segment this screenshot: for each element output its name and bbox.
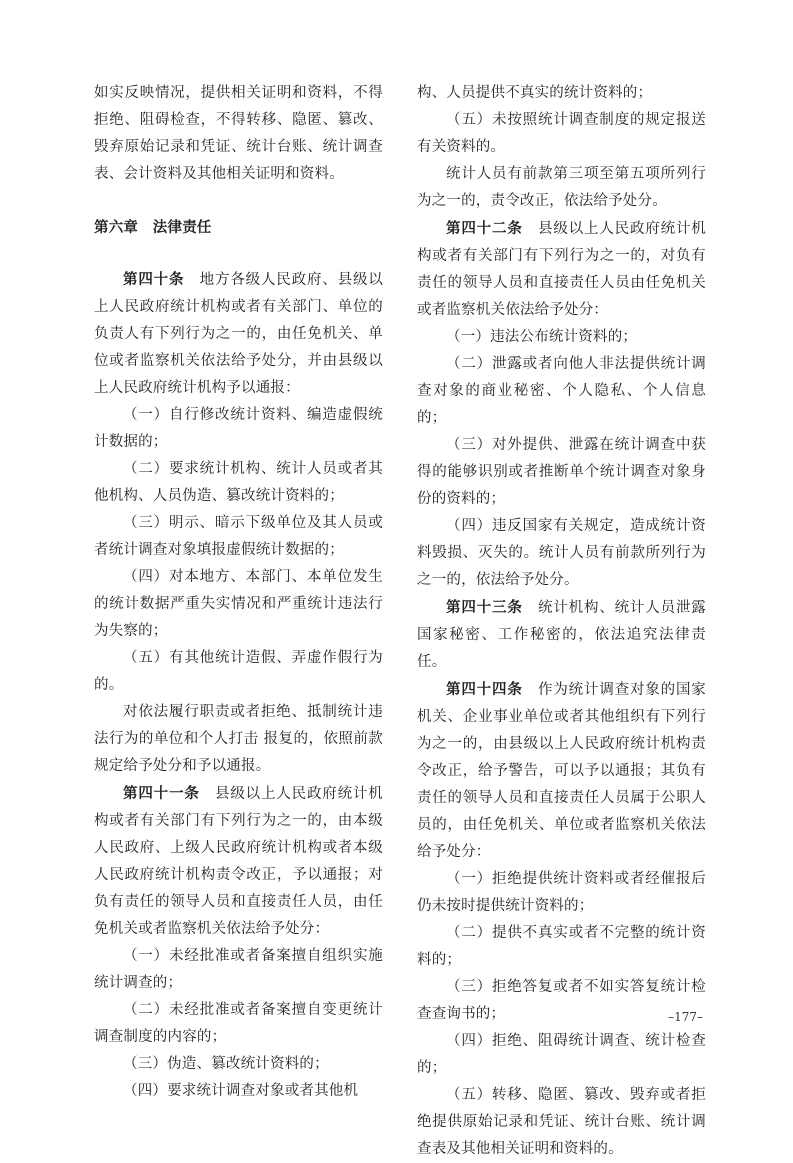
chapter-heading: 第六章 法律责任 <box>94 220 212 236</box>
article-42 <box>417 215 706 324</box>
list-item: （五）转移、隐匿、篡改、毁弃或者拒绝提供原始记录和凭证、统计台账、统计调查表及其他相关证明和资料的。 <box>417 1087 706 1157</box>
article-40 <box>94 266 383 402</box>
article-title: 第四十条 <box>123 271 185 288</box>
article-text: 县级以上人民政府统计机构或者有关部门有下列行为之一的，对负有责任的领导人员和直接责任人员由任免机关或者监察机关依法给予处分： <box>417 221 706 318</box>
article-title: 第四十二条 <box>446 220 523 237</box>
left-column <box>94 80 383 1105</box>
list-item: （一）违法公布统计资料的； <box>446 329 638 345</box>
list-item: （四）要求统计调查对象或者其他机 <box>123 1083 359 1099</box>
page-number: –177– <box>668 1010 703 1024</box>
paragraph: 如实反映情况，提供相关证明和资料，不得拒绝、阻碍检查，不得转移、隐匿、篡改、毁弃原始记录和凭证、统计台账、统计调查表、会计资料及其他相关证明和资料。 <box>94 85 383 182</box>
article-text: 作为统计调查对象的国家机关、企业事业单位或者其他组织有下列行为之一的，由县级以上人民政府统计机构责令改正，给予警告，可以予以通报；其负有责任的领导人员和直接责任人员属于公职人员的，由任免机关、单位或者监察机关依法给予处分： <box>417 682 706 860</box>
list-item: （三）明示、暗示下级单位及其人员或者统计调查对象填报虚假统计数据的； <box>94 515 383 558</box>
list-item: （三）伪造、篡改统计资料的； <box>123 1056 329 1072</box>
article-gap <box>523 600 538 616</box>
list-item: （三）拒绝答复或者不如实答复统计检查查询书的； <box>417 979 706 1022</box>
article-gap <box>523 682 538 698</box>
list-item: （二）提供不真实或者不完整的统计资料的； <box>417 925 706 968</box>
article-gap <box>200 786 215 802</box>
article-title: 第四十一条 <box>123 785 200 802</box>
article-gap <box>523 221 538 237</box>
list-item: （二）要求统计机构、统计人员或者其他机构、人员伪造、篡改统计资料的； <box>94 461 383 504</box>
article-title: 第四十三条 <box>446 599 523 616</box>
list-item: （一）拒绝提供统计资料或者经催报后仍未按时提供统计资料的； <box>417 871 706 914</box>
article-41 <box>94 780 383 943</box>
article-43 <box>417 594 706 676</box>
right-column <box>417 80 706 1163</box>
list-item: （五）有其他统计造假、弄虚作假行为的。 <box>94 650 383 693</box>
list-item: （一）未经批准或者备案擅自组织实施统计调查的； <box>94 948 383 991</box>
article-text: 统计机构、统计人员泄露国家秘密、工作秘密的，依法追究法律责任。 <box>417 600 706 670</box>
article-body <box>184 272 199 288</box>
article-text: 县级以上人民政府统计机构或者有关部门有下列行为之一的，由本级人民政府、上级人民政府统计机构或者本级人民政府统计机构责令改正，予以通报；对负有责任的领导人员和直接责任人员，由任免机关或者监察机关依法给予处分： <box>94 786 383 937</box>
list-item: （二）未经批准或者备案擅自变更统计调查制度的内容的； <box>94 1002 383 1045</box>
paragraph: 对依法履行职责或者拒绝、抵制统计违法行为的单位和个人打击 报复的，依照前款规定给予处分和予以通报。 <box>94 704 383 774</box>
article-text: 地方各级人民政府、县级以上人民政府统计机构或者有关部门、单位的负责人有下列行为之一的，由任免机关、单位或者监察机关依法给予处分，并由县级以上人民政府统计机构予以通报： <box>94 272 383 396</box>
paragraph: 统计人员有前款第三项至第五项所列行为之一的，责令改正，依法给予处分。 <box>417 166 706 209</box>
list-item: （三）对外提供、泄露在统计调查中获得的能够识别或者推断单个统计调查对象身份的资料的； <box>417 437 706 507</box>
article-44 <box>417 676 706 866</box>
article-title: 第四十四条 <box>446 681 523 698</box>
paragraph: 构、人员提供不真实的统计资料的； <box>417 85 653 101</box>
list-item: （四）对本地方、本部门、本单位发生的统计数据严重失实情况和严重统计违法行为失察的； <box>94 569 383 639</box>
list-item: （四）违反国家有关规定，造成统计资料毁损、灭失的。统计人员有前款所列行为之一的，依法给予处分。 <box>417 518 706 588</box>
list-item: （四）拒绝、阻碍统计调查、统计检查的； <box>417 1033 706 1076</box>
list-item: （一）自行修改统计资料、编造虚假统计数据的； <box>94 407 383 450</box>
list-item: （二）泄露或者向他人非法提供统计调查对象的商业秘密、个人隐私、个人信息的； <box>417 356 706 426</box>
list-item: （五）未按照统计调查制度的规定报送有关资料的。 <box>417 112 706 155</box>
